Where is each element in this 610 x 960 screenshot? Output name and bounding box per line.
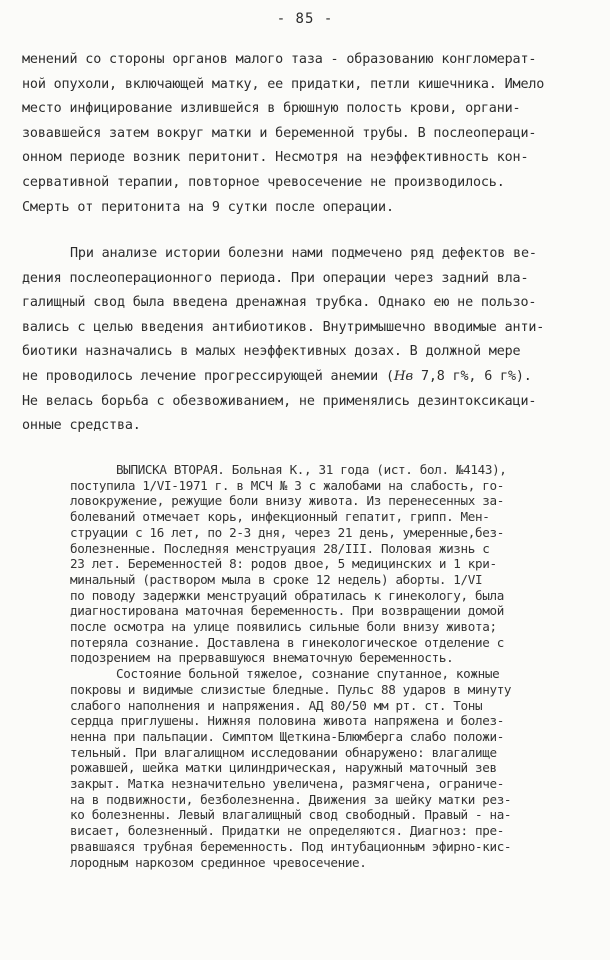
text-line: вались с целью введения антибиотиков. Внутримышечно вводимые анти- (22, 319, 545, 335)
body-paragraph-1 (22, 48, 590, 220)
case-excerpt (70, 462, 590, 870)
excerpt-line: слабого наполнения и напряжения. АД 80/50 мм рт. ст. Тоны (70, 697, 483, 713)
excerpt-line: болеваний отмечает корь, инфекционный гепатит, грипп. Мен- (70, 509, 490, 525)
text-line: сервативной терапии, повторное чревосечение не производилось. (22, 174, 505, 190)
hemoglobin-values: 7,8 г%, 6 г%). (413, 368, 532, 384)
excerpt-line: подозрением на прервавшуюся внематочную беременность. (70, 650, 454, 666)
text-line: зовавшейся затем вокруг матки и беременной трубы. В послеопераци- (22, 125, 537, 141)
excerpt-line: сердца приглушены. Нижняя половина живота напряжена и болез- (70, 713, 504, 729)
text-line: онном периоде возник перитонит. Несмотря на неэффективность кон- (22, 150, 529, 166)
excerpt-line: потеряла сознание. Доставлена в гинекологическое отделение с (70, 634, 504, 650)
excerpt-line: 23 лет. Беременностей 8: родов двое, 5 медицинских и 1 кри- (70, 556, 497, 572)
text-line: не проводилось лечение прогрессирующей анемии ( (22, 368, 394, 384)
excerpt-line: ВЫПИСКА ВТОРАЯ. Больная К., 31 года (ист. бол. №4143), (116, 462, 507, 477)
text-line: дения послеоперационного периода. При операции через задний вла- (22, 270, 529, 286)
text-line: ной опухоли, включающей матку, ее придатки, петли кишечника. Имело (22, 76, 545, 92)
text-line: галищный свод была введена дренажная трубка. Однако ею не пользо- (22, 295, 537, 311)
excerpt-line: по поводу задержки менструаций обратилась к гинекологу, была (70, 587, 504, 603)
excerpt-line: тельный. При влагалищном исследовании обнаружено: влагалище (70, 744, 497, 760)
excerpt-line: диагностирована маточная беременность. При возвращении домой (70, 603, 504, 619)
excerpt-line: после осмотра на улице появились сильные боли внизу живота; (70, 619, 497, 635)
text-line: биотики назначались в малых неэффективных дозах. В должной мере (22, 344, 521, 360)
excerpt-line: болезненные. Последняя менструация 28/III. Половая жизнь с (70, 540, 490, 556)
excerpt-line: закрыт. Матка незначительно увеличена, размягчена, ограниче- (70, 776, 504, 792)
hemoglobin-symbol: Hв (393, 368, 414, 384)
text-line: При анализе истории болезни нами подмечено ряд дефектов ве- (70, 246, 537, 261)
excerpt-line: висает, болезненный. Придатки не определяются. Диагноз: пре- (70, 823, 504, 839)
text-line: место инфицирование излившейся в брюшную полость крови, органи- (22, 101, 521, 117)
page-number: - 85 - (276, 11, 334, 27)
body-paragraph-2 (22, 242, 590, 439)
text-line: Не велась борьба с обезвоживанием, не применялись дезинтоксикаци- (22, 393, 537, 409)
text-line: Смерть от перитонита на 9 сутки после операции. (22, 199, 394, 215)
excerpt-line: Состояние больной тяжелое, сознание спутанное, кожные (116, 666, 500, 682)
excerpt-line: лородным наркозом срединное чревосечение. (70, 854, 367, 870)
excerpt-line: на в подвижности, безболезненна. Движения за шейку матки рез- (70, 791, 512, 807)
excerpt-line: рвавшаяся трубная беременность. Под интубационным эфирно-кис- (70, 838, 512, 854)
excerpt-line: покровы и видимые слизистые бледные. Пульс 88 ударов в минуту (70, 681, 512, 697)
excerpt-line: струации с 16 лет, по 2-3 дня, через 21 день, умеренные,без- (70, 524, 504, 540)
text-line-anemia (22, 365, 590, 390)
excerpt-line: ловокружение, режущие боли внизу живота. Из перенесенных за- (70, 493, 504, 509)
text-line: менений со стороны органов малого таза - образованию конгломерат- (22, 52, 537, 67)
excerpt-line: ко болезненны. Левый влагалищный свод свободный. Правый - на- (70, 807, 512, 823)
excerpt-line: рожавшей, шейка матки цилиндрическая, наружный маточный зев (70, 760, 497, 776)
text-line: онные средства. (22, 418, 141, 434)
excerpt-line: ненна при пальпации. Симптом Щеткина-Блюмберга слабо положи- (70, 728, 504, 744)
excerpt-line: поступила 1/VI-1971 г. в МСЧ № 3 с жалобами на слабость, го- (70, 477, 504, 493)
excerpt-line: минальный (раствором мыла в сроке 12 недель) аборты. 1/VI (70, 571, 483, 587)
